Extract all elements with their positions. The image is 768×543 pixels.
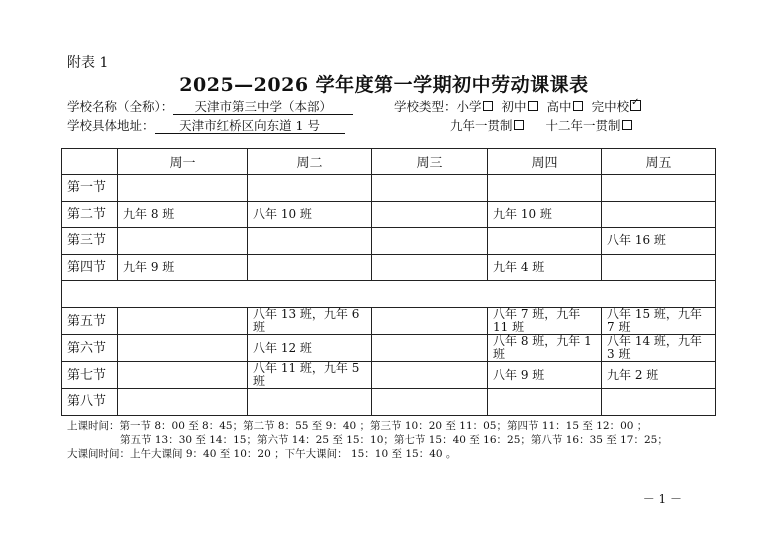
schedule-cell	[602, 254, 716, 281]
schedule-cell	[372, 335, 488, 362]
page-title: 2025—2026 学年度第一学期初中劳动课课表	[179, 74, 589, 96]
schedule-cell	[372, 254, 488, 281]
schedule-cell: 八年 11 班，九年 5 班	[248, 362, 372, 389]
schedule-cell	[248, 254, 372, 281]
break-separator	[62, 281, 716, 308]
period-label: 第八节	[62, 389, 118, 416]
period-label: 第二节	[62, 201, 118, 228]
schedule-cell	[488, 228, 602, 255]
schedule-cell: 八年 15 班，九年 7 班	[602, 308, 716, 335]
extra-type-options	[450, 116, 654, 134]
schedule-cell	[372, 362, 488, 389]
class-times-line-1: 上课时间：第一节 8：00 至 8：45；第二节 8：55 至 9：40 ；第三节 10：20 至 11：05；第四节 11：15 至 12：00 ；	[67, 420, 648, 432]
option-type-3	[592, 99, 642, 114]
period-row	[62, 389, 716, 416]
schedule-cell	[372, 308, 488, 335]
schedule-cell: 八年 16 班	[602, 228, 716, 255]
schedule-cell	[248, 228, 372, 255]
day-header: 周五	[602, 149, 716, 175]
schedule-cell	[602, 389, 716, 416]
checkbox-icon[interactable]	[483, 101, 493, 111]
schedule-cell	[372, 201, 488, 228]
day-header: 周一	[118, 149, 248, 175]
schedule-cell	[118, 228, 248, 255]
option-label: 高中	[546, 99, 572, 114]
attachment-label: 附表 1	[67, 55, 109, 71]
day-header: 周二	[248, 149, 372, 175]
schedule-cell	[118, 389, 248, 416]
checkbox-icon[interactable]	[622, 120, 632, 130]
schedule-cell	[488, 389, 602, 416]
school-name-value: 天津市第三中学（本部）	[173, 99, 353, 115]
period-row	[62, 254, 716, 281]
checkbox-icon[interactable]	[528, 101, 538, 111]
checked-checkbox-icon[interactable]	[630, 100, 641, 111]
period-row	[62, 335, 716, 362]
day-header: 周四	[488, 149, 602, 175]
schedule-cell: 九年 8 班	[118, 201, 248, 228]
period-row	[62, 201, 716, 228]
page-number: － 1 －	[642, 492, 682, 506]
option-extra-1	[546, 118, 632, 133]
option-type-1	[502, 99, 538, 114]
schedule-cell	[372, 228, 488, 255]
school-type-label: 学校类型：	[394, 99, 457, 114]
option-extra-0	[450, 118, 524, 133]
schedule-cell	[118, 335, 248, 362]
schedule-cell: 九年 2 班	[602, 362, 716, 389]
header-row	[62, 149, 716, 175]
period-label: 第三节	[62, 228, 118, 255]
schedule-cell: 八年 9 班	[488, 362, 602, 389]
checkbox-icon[interactable]	[573, 101, 583, 111]
period-label: 第六节	[62, 335, 118, 362]
schedule-cell: 九年 10 班	[488, 201, 602, 228]
schedule-cell	[602, 175, 716, 202]
schedule-cell	[118, 362, 248, 389]
schedule-cell	[372, 389, 488, 416]
schedule-cell	[248, 389, 372, 416]
period-label: 第四节	[62, 254, 118, 281]
option-type-2	[547, 99, 583, 114]
period-row	[62, 308, 716, 335]
day-header: 周三	[372, 149, 488, 175]
option-label: 小学	[456, 99, 482, 114]
class-times-line-2: 第五节 13：30 至 14：15；第六节 14：25 至 15：10；第七节 15：40 至 16：25；第八节 16：35 至 17：25；	[120, 434, 668, 446]
checkbox-icon[interactable]	[514, 120, 524, 130]
address-value: 天津市红桥区向东道 1 号	[155, 118, 345, 134]
option-label: 初中	[501, 99, 527, 114]
schedule-cell: 八年 14 班，九年 3 班	[602, 335, 716, 362]
address-row	[67, 116, 345, 134]
option-type-0	[457, 99, 493, 114]
option-label: 完中校	[591, 99, 630, 114]
period-row	[62, 228, 716, 255]
schedule-cell: 八年 13 班，九年 6 班	[248, 308, 372, 335]
schedule-cell: 八年 7 班，九年 11 班	[488, 308, 602, 335]
school-type-row	[394, 97, 650, 115]
corner-cell	[62, 149, 118, 175]
period-label: 第一节	[62, 175, 118, 202]
address-label: 学校具体地址：	[67, 118, 155, 133]
schedule-cell	[602, 201, 716, 228]
schedule-cell: 八年 12 班	[248, 335, 372, 362]
school-type-options	[457, 99, 651, 114]
schedule-cell	[118, 308, 248, 335]
schedule-table	[61, 148, 716, 416]
period-label: 第七节	[62, 362, 118, 389]
lunch-break-row	[62, 281, 716, 308]
schedule-cell	[372, 175, 488, 202]
option-label: 十二年一贯制	[545, 118, 621, 133]
schedule-cell: 八年 10 班	[248, 201, 372, 228]
schedule-cell: 九年 9 班	[118, 254, 248, 281]
school-name-label: 学校名称（全称）：	[67, 99, 174, 114]
period-label: 第五节	[62, 308, 118, 335]
period-row	[62, 362, 716, 389]
schedule-cell: 八年 8 班，九年 1 班	[488, 335, 602, 362]
break-times-line: 大课间时间：上午大课间 9：40 至 10：20 ；下午大课间： 15：10 至 15：40 。	[67, 448, 457, 460]
schedule-cell: 九年 4 班	[488, 254, 602, 281]
schedule-cell	[488, 175, 602, 202]
option-label: 九年一贯制	[450, 118, 513, 133]
period-row	[62, 175, 716, 202]
schedule-cell	[248, 175, 372, 202]
school-name-row	[67, 97, 353, 115]
schedule-cell	[118, 175, 248, 202]
